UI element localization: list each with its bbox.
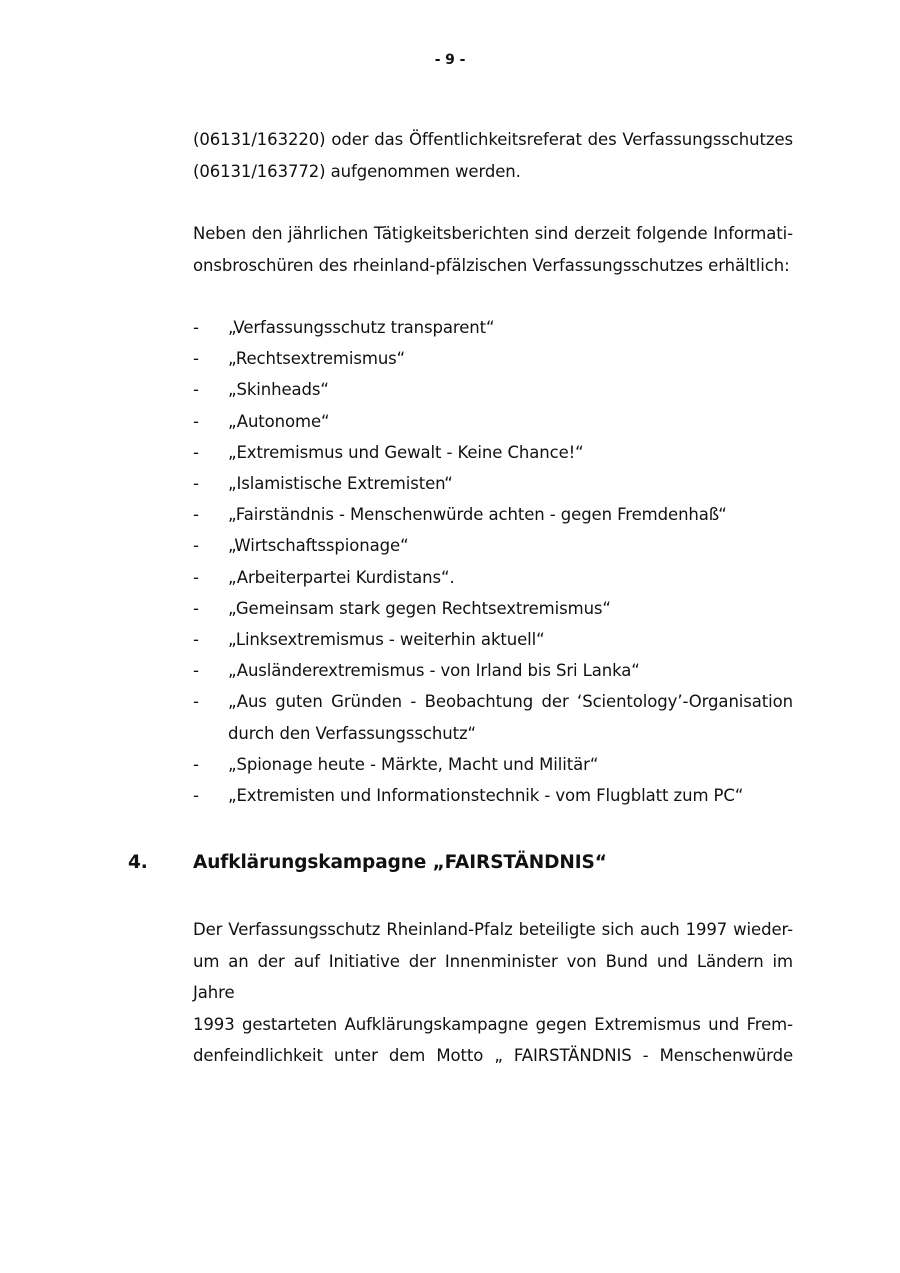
list-item [193, 686, 793, 748]
section-title: Aufklärungskampagne „FAIRSTÄNDNIS“ [193, 852, 607, 873]
list-item [193, 374, 793, 405]
section-body-paragraph [193, 914, 793, 1072]
list-item [193, 624, 793, 655]
list-item-text: „Extremismus und Gewalt - Keine Chance!“ [228, 442, 584, 462]
list-item-text: „Aus guten Gründen - Beobachtung der ‘Scientology’-Organisation durch den Verfassungsschutz“ [228, 692, 793, 743]
list-item-text: „Gemeinsam stark gegen Rechtsextremismus“ [228, 598, 611, 618]
bullet-dash: - [193, 630, 199, 650]
bullet-dash: - [193, 598, 199, 618]
bullet-dash: - [193, 380, 199, 400]
list-item-text: „Spionage heute - Märkte, Macht und Militär“ [228, 754, 599, 774]
list-item [193, 343, 793, 374]
section-body-line-3: 1993 gestarteten Aufklärungskampagne gegen Extremismus und Frem- [193, 1014, 793, 1034]
bullet-dash: - [193, 567, 199, 587]
bullet-dash: - [193, 661, 199, 681]
list-item-text: „Verfassungsschutz transparent“ [228, 318, 495, 337]
list-item-text: „Wirtschaftsspionage“ [228, 536, 409, 556]
bullet-dash: - [193, 754, 199, 774]
list-item [193, 655, 793, 686]
bullet-dash: - [193, 349, 199, 369]
list-item-text: „Ausländerextremismus - von Irland bis Sri Lanka“ [228, 661, 640, 681]
list-item-text: „Skinheads“ [228, 380, 329, 400]
list-item-text: „Autonome“ [228, 411, 330, 431]
list-item [193, 562, 793, 593]
list-item-text: „Islamistische Extremisten“ [228, 474, 453, 494]
list-item [193, 499, 793, 530]
intro-line-1: (06131/163220) oder das Öffentlichkeitsreferat des Verfassungsschutzes [193, 130, 793, 149]
list-item [193, 406, 793, 437]
list-item-text: „Arbeiterpartei Kurdistans“. [228, 567, 455, 587]
bullet-dash: - [193, 692, 199, 712]
brochure-list [193, 312, 793, 811]
brochures-intro-paragraph [193, 218, 793, 281]
list-item [193, 468, 793, 499]
intro-paragraph [193, 124, 793, 187]
list-item-text: „Extremisten und Informationstechnik - vom Flugblatt zum PC“ [228, 786, 744, 806]
list-item [193, 437, 793, 468]
section-number: 4. [128, 852, 148, 873]
brochures-intro-line-2: onsbroschüren des rheinland-pfälzischen Verfassungsschutzes erhältlich: [193, 255, 790, 275]
list-item [193, 530, 793, 561]
list-item [193, 312, 793, 343]
list-item-text: „Fairständnis - Menschenwürde achten - gegen Fremdenhaß“ [228, 505, 727, 525]
section-body-line-4: denfeindlichkeit unter dem Motto „ FAIRSTÄNDNIS - Menschenwürde [193, 1046, 793, 1065]
bullet-dash: - [193, 474, 199, 494]
brochures-intro-line-1: Neben den jährlichen Tätigkeitsberichten sind derzeit folgende Informati- [193, 224, 793, 243]
bullet-dash: - [193, 505, 199, 525]
section-body-line-2: um an der auf Initiative der Innenminister von Bund und Ländern im Jahre [193, 951, 793, 1002]
list-item-text: „Rechtsextremismus“ [228, 349, 406, 369]
intro-line-2: (06131/163772) aufgenommen werden. [193, 161, 521, 181]
bullet-dash: - [193, 786, 199, 806]
bullet-dash: - [193, 411, 199, 431]
section-body-line-1: Der Verfassungsschutz Rheinland-Pfalz beteiligte sich auch 1997 wieder- [193, 920, 793, 939]
bullet-dash: - [193, 442, 199, 462]
bullet-dash: - [193, 536, 199, 556]
list-item [193, 749, 793, 780]
page-number: - 9 - [434, 52, 466, 68]
list-item [193, 593, 793, 624]
list-item-text: „Linksextremismus - weiterhin aktuell“ [228, 630, 545, 650]
bullet-dash: - [193, 318, 199, 337]
list-item [193, 780, 793, 811]
